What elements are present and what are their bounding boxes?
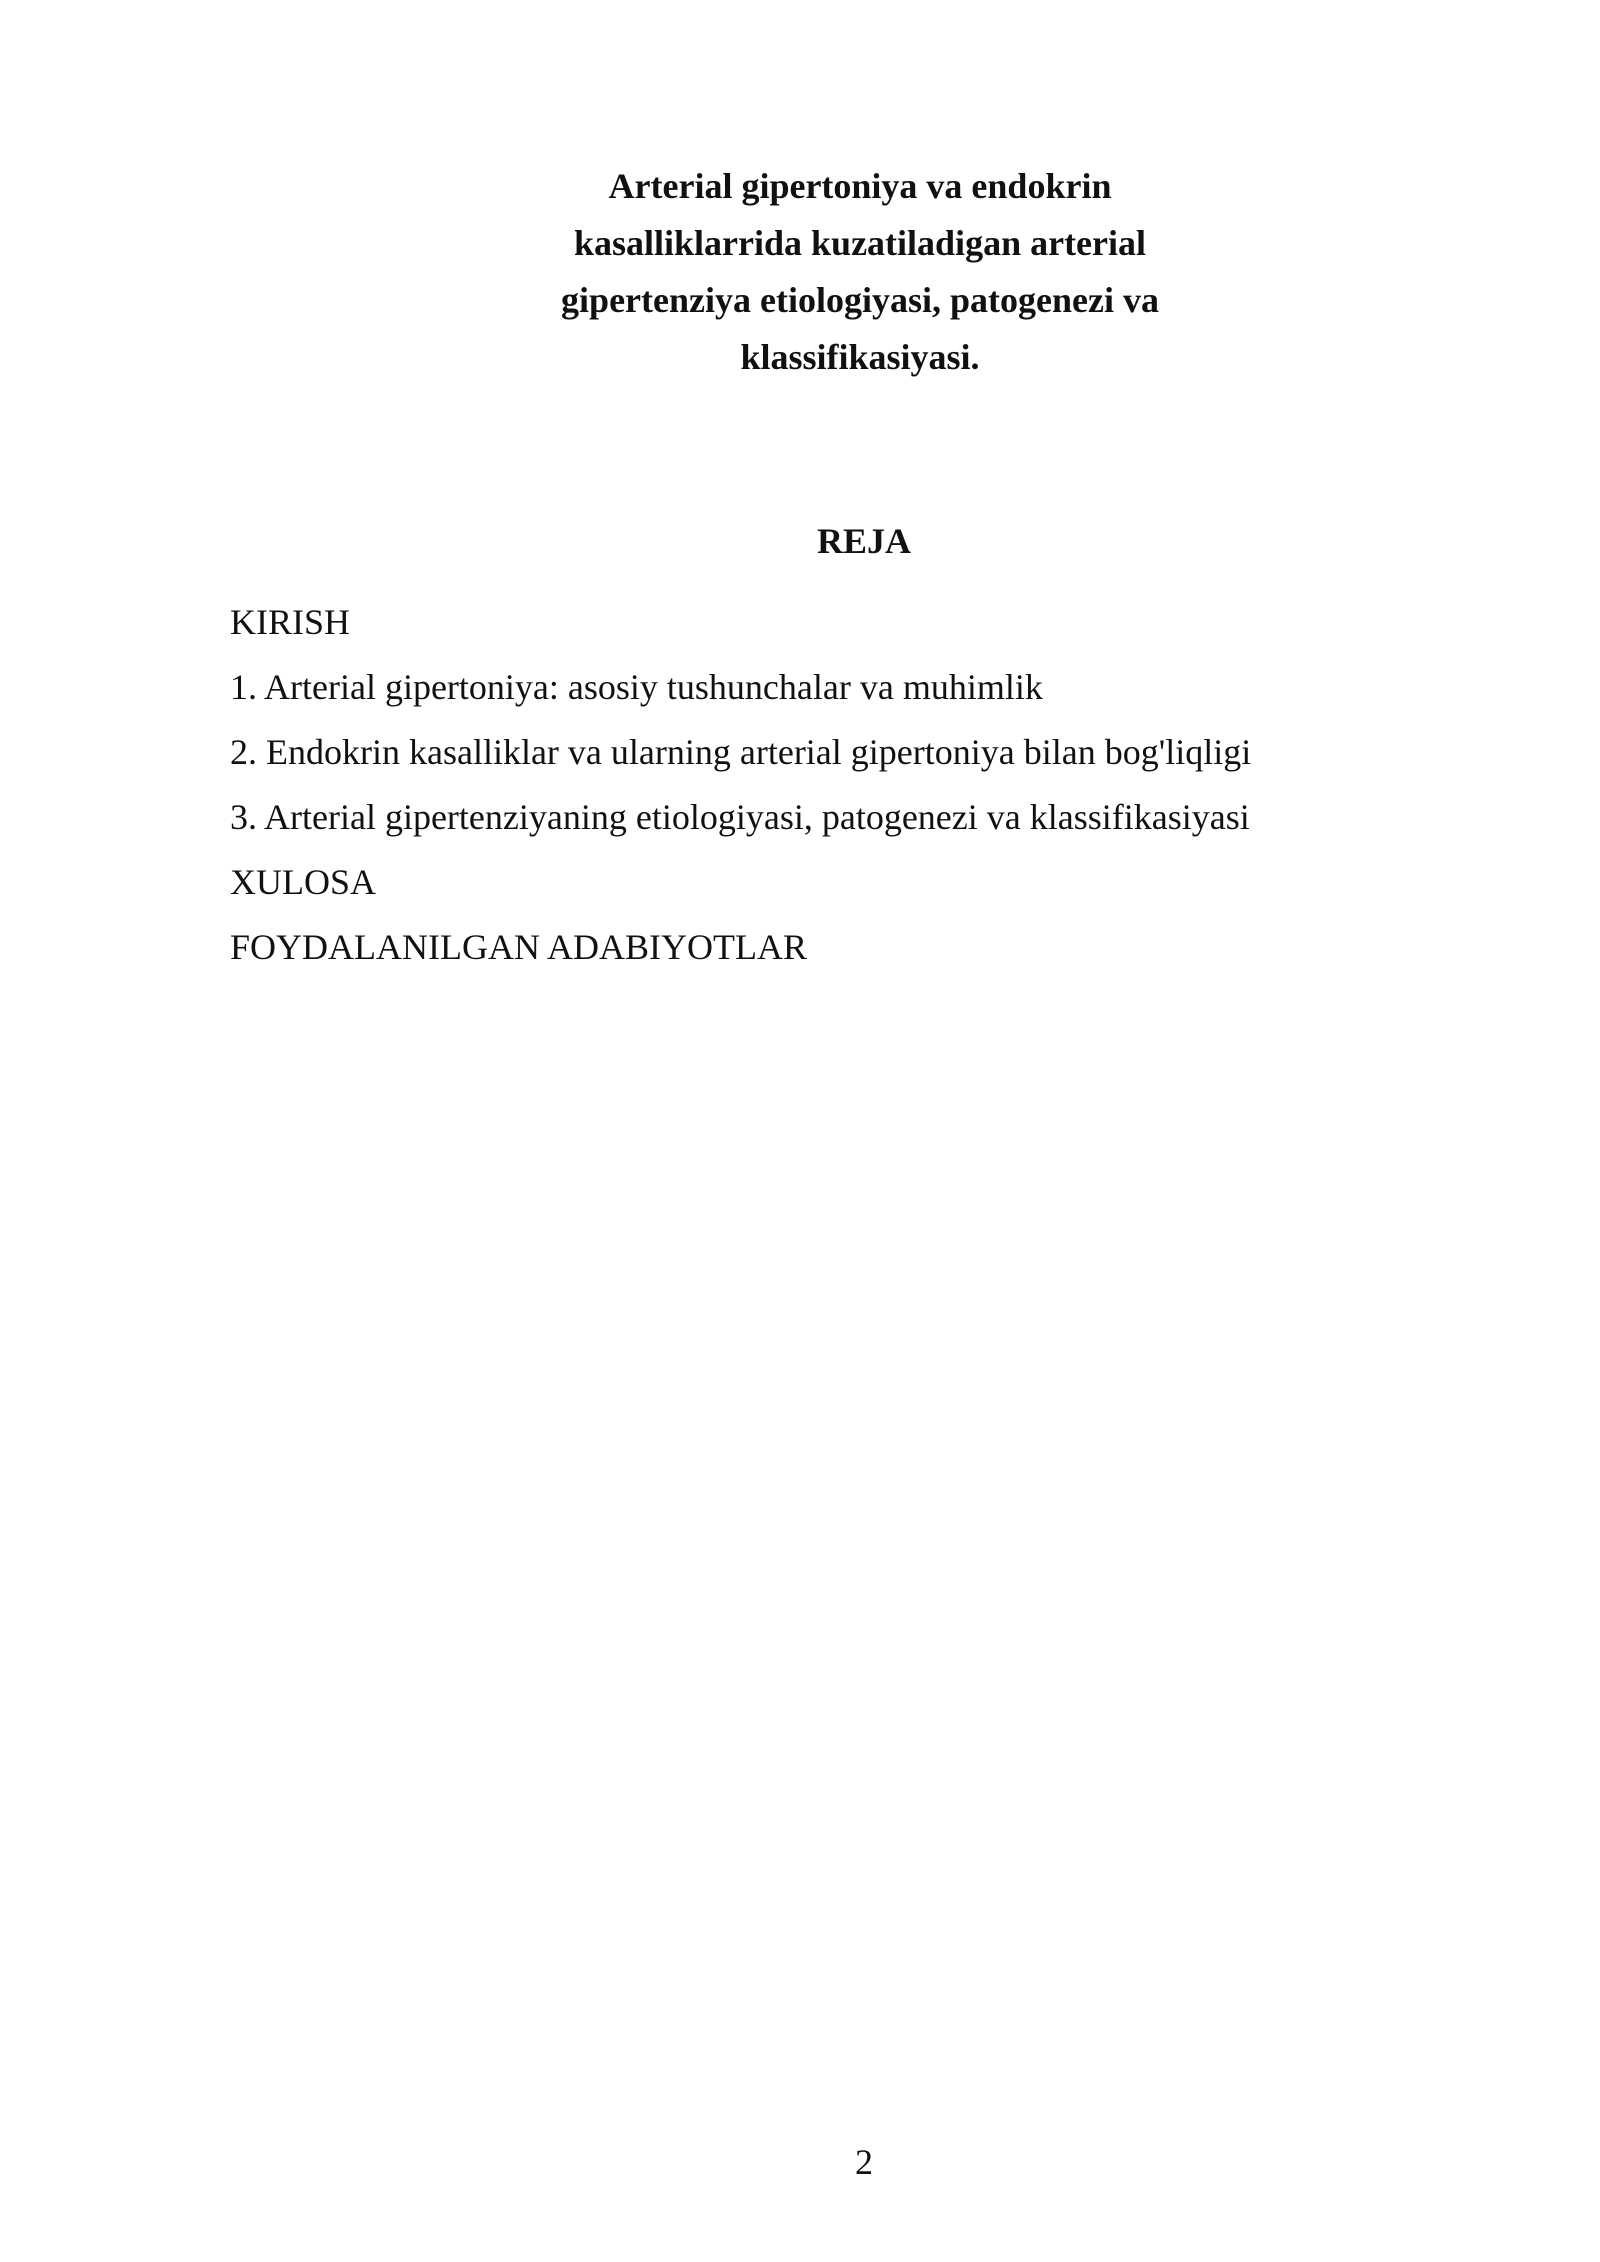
plan-item-conclusion: XULOSA xyxy=(230,862,377,902)
plan-list xyxy=(230,590,1251,980)
plan-item-references: FOYDALANILGAN ADABIYOTLAR xyxy=(230,927,807,967)
plan-item-introduction: KIRISH xyxy=(230,602,351,642)
plan-item-3: 3. Arterial gipertenziyaning etiologiyasi, patogenezi va klassifikasiyasi xyxy=(230,797,1250,837)
plan-item-2: 2. Endokrin kasalliklar va ularning arterial gipertoniya bilan bog'liqligi xyxy=(230,732,1252,772)
page-number: 2 xyxy=(855,2142,873,2182)
title-line: klassifikasiyasi. xyxy=(740,337,980,377)
plan-item-1: 1. Arterial gipertoniya: asosiy tushunchalar va muhimlik xyxy=(230,667,1043,707)
title-line: kasalliklarrida kuzatiladigan arterial xyxy=(573,223,1147,263)
plan-heading: REJA xyxy=(816,521,911,561)
document-title xyxy=(520,158,1200,386)
title-line: gipertenziya etiologiyasi, patogenezi va xyxy=(561,280,1159,320)
title-line: Arterial gipertoniya va endokrin xyxy=(608,166,1112,206)
